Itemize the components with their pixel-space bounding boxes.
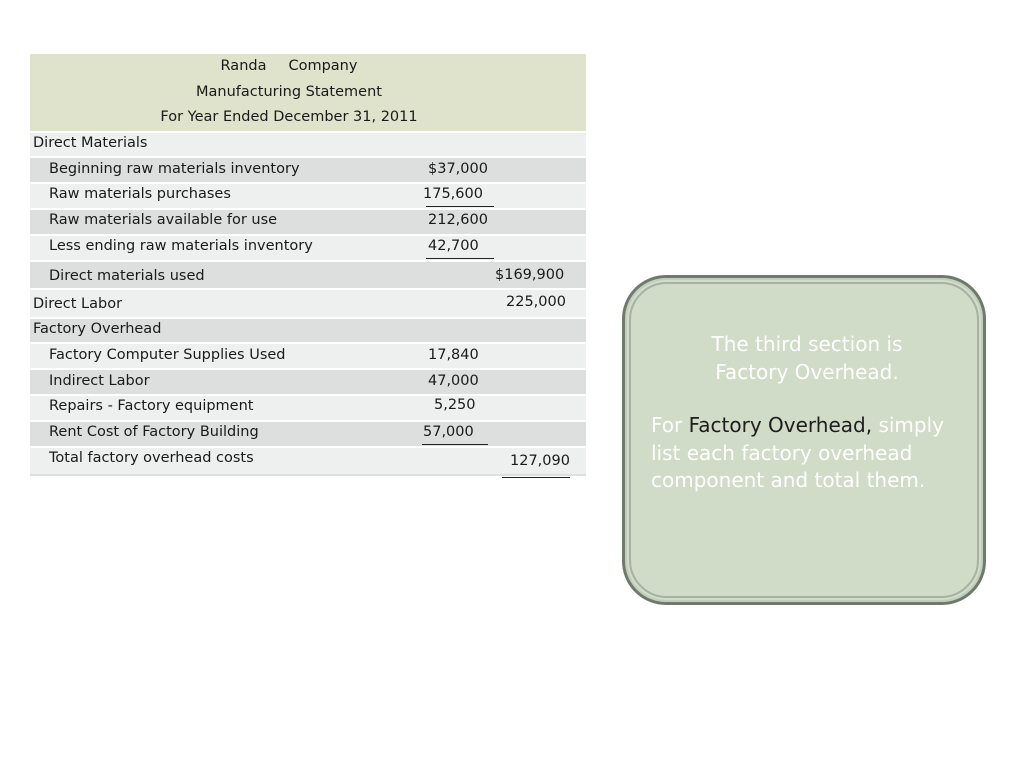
- manufacturing-statement: [30, 54, 586, 476]
- callout-intro: The third section is Factory Overhead.: [711, 332, 903, 384]
- row-less-ending-inventory: Less ending raw materials inventory 42,700: [30, 234, 586, 260]
- row-direct-labor: Direct Labor 225,000: [30, 288, 586, 317]
- total-overhead-underline: [502, 477, 570, 479]
- statement-title: Manufacturing Statement: [196, 83, 382, 100]
- row-raw-materials-available: Raw materials available for use 212,600: [30, 208, 586, 234]
- row-raw-materials-purchases: Raw materials purchases 175,600: [30, 182, 586, 208]
- section-direct-materials: Direct Materials: [30, 131, 586, 156]
- callout-instruction: For Factory Overhead, simply list each factory overhead component and total them.: [651, 413, 944, 492]
- statement-period: For Year Ended December 31, 2011: [160, 109, 418, 125]
- row-indirect-labor: Indirect Labor 47,000: [30, 368, 586, 394]
- row-repairs: Repairs - Factory equipment 5,250: [30, 394, 586, 420]
- row-computer-supplies: Factory Computer Supplies Used 17,840: [30, 342, 586, 368]
- statement-header: [30, 54, 586, 131]
- explanation-callout: [622, 275, 986, 605]
- callout-highlight: Factory Overhead,: [688, 413, 873, 437]
- row-beginning-raw-materials: Beginning raw materials inventory $37,000: [30, 156, 586, 182]
- section-factory-overhead: Factory Overhead: [30, 317, 586, 342]
- row-direct-materials-used: Direct materials used $169,900: [30, 260, 586, 288]
- row-rent: Rent Cost of Factory Building 57,000: [30, 420, 586, 446]
- company-name: Randa Company: [220, 58, 358, 74]
- row-total-overhead: Total factory overhead costs 127,090: [30, 446, 586, 476]
